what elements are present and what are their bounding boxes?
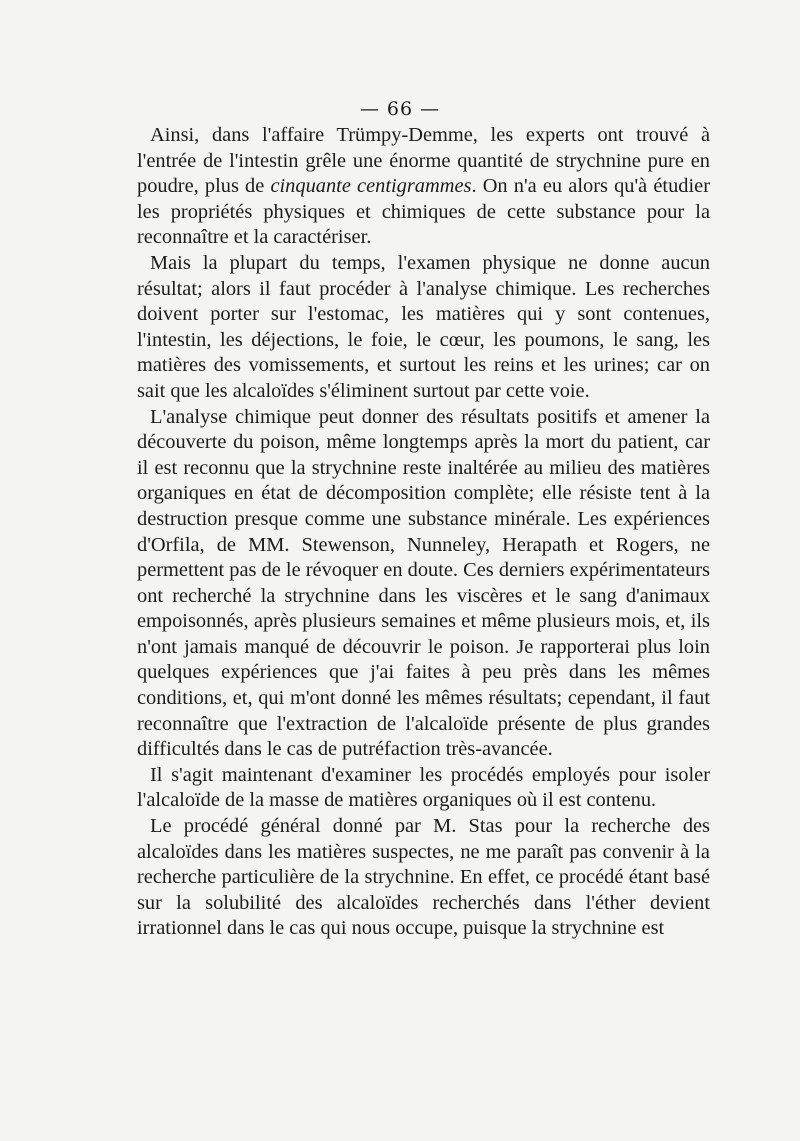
page-number: — 66 —	[359, 98, 441, 120]
paragraph-4: Il s'agit maintenant d'examiner les procédés employés pour isoler l'alcaloïde de la masse de matières organiques où il est contenu.	[137, 763, 710, 812]
paragraph-2: Mais la plupart du temps, l'examen physique ne donne aucun résultat; alors il faut procéder à l'analyse chimique. Les recherches doivent porter sur l'estomac, les matières qui y sont contenues, l'intestin, les déjections, le foie, le cœur, les poumons, le sang, les matières des vomissements, et surtout les reins et les urines; car on sait que les alcaloïdes s'éliminent surtout par cette voie.	[137, 251, 710, 402]
emphasis-cinquante-centigrammes: cinquante centigrammes	[270, 175, 472, 198]
paragraph-5: Le procédé général donné par M. Stas pour la recherche des alcaloïdes dans les matières suspectes, ne me paraît pas convenir à la recherche particulière de la strychnine. En effet, ce procédé étant basé sur la solubilité des alcaloïdes recherchés dans l'éther devient irrationnel dans le cas qui nous occupe, puisque la strychnine est	[137, 815, 710, 940]
paragraph-1-end: . On n'a eu alors qu'à étudier les propriétés physiques et chimiques de cette substance pour la reconnaître et la caractériser.	[137, 175, 710, 249]
paragraph-1	[137, 123, 710, 251]
paragraph-1-start: Ainsi, dans l'affaire Trümpy-Demme, les experts ont trouvé à l'entrée de l'intestin grêle une énorme quantité de strychnine pure en poudre, plus de	[137, 124, 710, 198]
body-text	[137, 123, 710, 942]
paragraph-3: L'analyse chimique peut donner des résultats positifs et amener la découverte du poison, même longtemps après la mort du patient, car il est reconnu que la strychnine reste inaltérée au milieu des matières organiques en état de décomposition complète; elle résiste tent à la destruction presque comme une substance minérale. Les expériences d'Orfila, de MM. Stewenson, Nunneley, Herapath et Rogers, ne permettent pas de le révoquer en doute. Ces derniers expérimentateurs ont recherché la strychnine dans les viscères et le sang d'animaux empoisonnés, après plusieurs semaines et même plusieurs mois, et, ils n'ont jamais manqué de découvrir le poison. Je rapporterai plus loin quelques expériences que j'ai faites à peu près dans les mêmes conditions, et, qui m'ont donné les mêmes résultats; cependant, il faut reconnaître que l'extraction de l'alcaloïde présente de plus grandes difficultés dans le cas de putréfaction très-avancée.	[137, 405, 710, 761]
